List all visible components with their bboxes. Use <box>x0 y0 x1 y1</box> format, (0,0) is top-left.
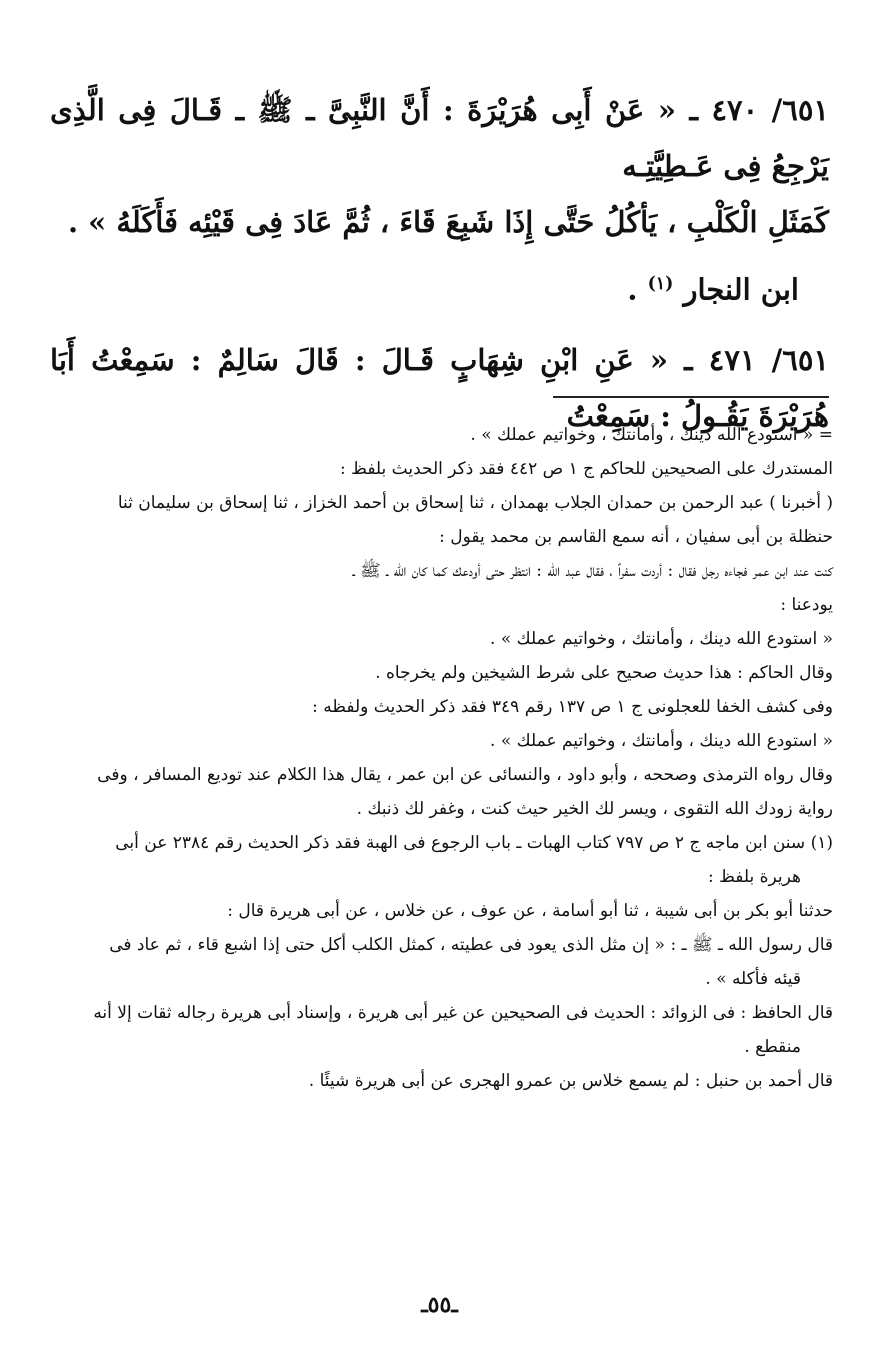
footnote-line: وفى كشف الخفا للعجلونى ج ١ ص ١٣٧ رقم ٣٤٩ فقد ذكر الحديث ولفظه : <box>312 697 833 717</box>
footnote-line: وقال رواه الترمذى وصححه ، وأبو داود ، والنسائى عن ابن عمر ، يقال هذا الكلام عند توديع المسافر ، وفى <box>97 765 833 785</box>
source-attribution <box>50 262 829 312</box>
footnotes <box>50 418 833 1098</box>
main-text <box>50 82 829 444</box>
footnote-separator <box>553 396 829 398</box>
footnote-marker: (١) <box>647 274 674 294</box>
footnote-1-line: قيئه فأكله » . <box>705 969 801 989</box>
footnote-line: كنت عند ابن عمر فجاءه رجل فقال : أردت سفراً ، فقال عبد الله : انتظر حتى أودعك كما كان الله ـ ﷺ ـ <box>352 561 833 581</box>
footnote-line: = « استودع الله دينك ، وأمانتك ، وخواتيم عملك » . <box>470 425 833 445</box>
footnote-1-line: منقطع . <box>744 1037 801 1057</box>
footnote-1-line: قال الحافظ : فى الزوائد : الحديث فى الصحيحين عن غير أبى هريرة ، وإسناد أبى هريرة رجاله ثقات إلا أنه <box>93 1003 833 1023</box>
footnote-line: يودعنا : <box>780 595 833 615</box>
footnote-line: رواية زودك الله التقوى ، ويسر لك الخير حيث كنت ، وغفر لك ذنبك . <box>356 799 833 819</box>
source-name: ابن النجار <box>683 272 799 307</box>
footnote-1-continuation: هريرة بلفظ : <box>708 867 801 887</box>
footnote-1-heading: (١) سنن ابن ماجه ج ٢ ص ٧٩٧ كتاب الهبات ـ باب الرجوع فى الهبة فقد ذكر الحديث رقم ٢٣٨٤ عن أبى <box>115 833 833 853</box>
hadith-470-line-2: كَمَثَلِ الْكَلْبِ ، يَأكُلُ حَتَّى إِذَا شَبِعَ قَاءَ ، ثُمَّ عَادَ فِى قَيْئِه فَأَكَلَهُ » . <box>67 205 829 239</box>
footnote-line: « استودع الله دينك ، وأمانتك ، وخواتيم عملك » . <box>490 629 833 649</box>
footnote-1-line: قال أحمد بن حنبل : لم يسمع خلاس بن عمرو الهجرى عن أبى هريرة شيئًا . <box>308 1071 833 1091</box>
footnote-line: « استودع الله دينك ، وأمانتك ، وخواتيم عملك » . <box>490 731 833 751</box>
footnote-line: حنظلة بن أبى سفيان ، أنه سمع القاسم بن محمد يقول : <box>439 527 833 547</box>
footnote-1-line: حدثنا أبو بكر بن أبى شيبة ، ثنا أبو أسامة ، عن عوف ، عن خلاس ، عن أبى هريرة قال : <box>227 901 833 921</box>
footnote-line: ( أخبرنا ) عبد الرحمن بن حمدان الجلاب بهمدان ، ثنا إسحاق بن أحمد الخزاز ، ثنا إسحاق بن سليمان ثنا <box>117 493 833 513</box>
hadith-471-line-1: ٦٥١/ ٤٧١ ـ « عَنِ ابْنِ شِهَابٍ قَـالَ : قَالَ سَالِمٌ : سَمِعْتُ أَبَا هُرَيْرَةَ يَقُـولُ : سَمِعْتُ <box>50 342 829 433</box>
footnote-line: وقال الحاكم : هذا حديث صحيح على شرط الشيخين ولم يخرجاه . <box>375 663 833 683</box>
source-end: . <box>627 272 648 307</box>
page-number: ـ٥٥ـ <box>421 1292 458 1318</box>
footnote-line: المستدرك على الصحيحين للحاكم ج ١ ص ٤٤٢ فقد ذكر الحديث بلفظ : <box>340 459 833 479</box>
footnote-1-line: قال رسول الله ـ ﷺ ـ : « إن مثل الذى يعود فى عطيته ، كمثل الكلب أكل حتى إذا اشبع قاء ، ثم عاد فى <box>109 935 833 955</box>
hadith-470-line-1: ٦٥١/ ٤٧٠ ـ « عَنْ أَبِى هُرَيْرَةَ : أَنَّ النَّبِىَّ ـ ﷺ ـ قَـالَ فِى الَّذِى يَرْجِعُ فِى عَـطِيَّتِـه <box>50 93 829 183</box>
